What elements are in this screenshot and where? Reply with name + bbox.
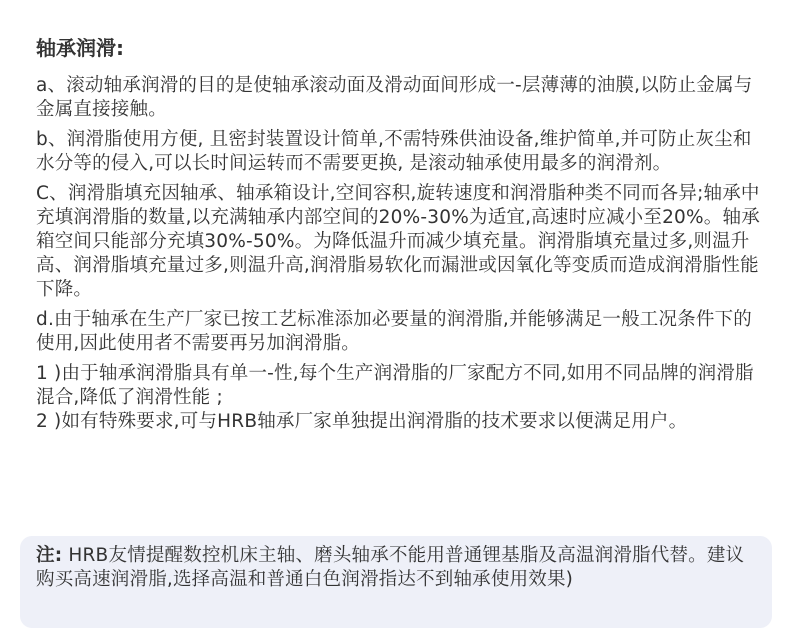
list-item-1: 1 )由于轴承润滑脂具有单一-性,每个生产润滑脂的厂家配方不同,如用不同品牌的润滑脂混合,降低了润滑性能 ; — [36, 363, 754, 408]
paragraph-a: a、滚动轴承润滑的目的是使轴承滚动面及滑动面间形成一-层薄薄的油膜,以防止金属与金属直接接触。 — [36, 75, 753, 120]
paragraph-c: C、润滑脂填充因轴承、轴承箱设计,空间容积,旋转速度和润滑脂种类不同而各异;轴承中充填润滑脂的数量,以充满轴承内部空间的20%-30%为适宜,高速时应减小至20%。轴承箱空间只能部分充填30%-50%。为降低温升而减少填充量。润滑脂填充量过多,则温升高、润滑脂填充量过多,则温升高,润滑脂易软化而漏泄或因氧化等变质而造成润滑脂性能下降。 — [36, 183, 760, 300]
paragraph-b: b、润滑脂使用方便, 且密封装置设计简单,不需特殊供油设备,维护简单,并可防止灰尘和水分等的侵入,可以长时间运转而不需要更换, 是滚动轴承使用最多的润滑剂。 — [36, 129, 752, 174]
note-box — [20, 536, 772, 628]
list-item-2: 2 )如有特殊要求,可与HRB轴承厂家单独提出润滑脂的技术要求以便满足用户。 — [36, 411, 688, 432]
article-body — [36, 32, 766, 440]
note-text: HRB友情提醒数控机床主轴、磨头轴承不能用普通锂基脂及高温润滑脂代替。建议购买高速润滑脂,选择高温和普通白色润滑指达不到轴承使用效果) — [36, 545, 745, 590]
section-heading: 轴承润滑: — [36, 36, 124, 60]
paragraph-d: d.由于轴承在生产厂家已按工艺标准添加必要量的润滑脂,并能够满足一般工况条件下的使用,因此使用者不需要再另加润滑脂。 — [36, 309, 753, 354]
note-label: 注: — [36, 545, 63, 566]
